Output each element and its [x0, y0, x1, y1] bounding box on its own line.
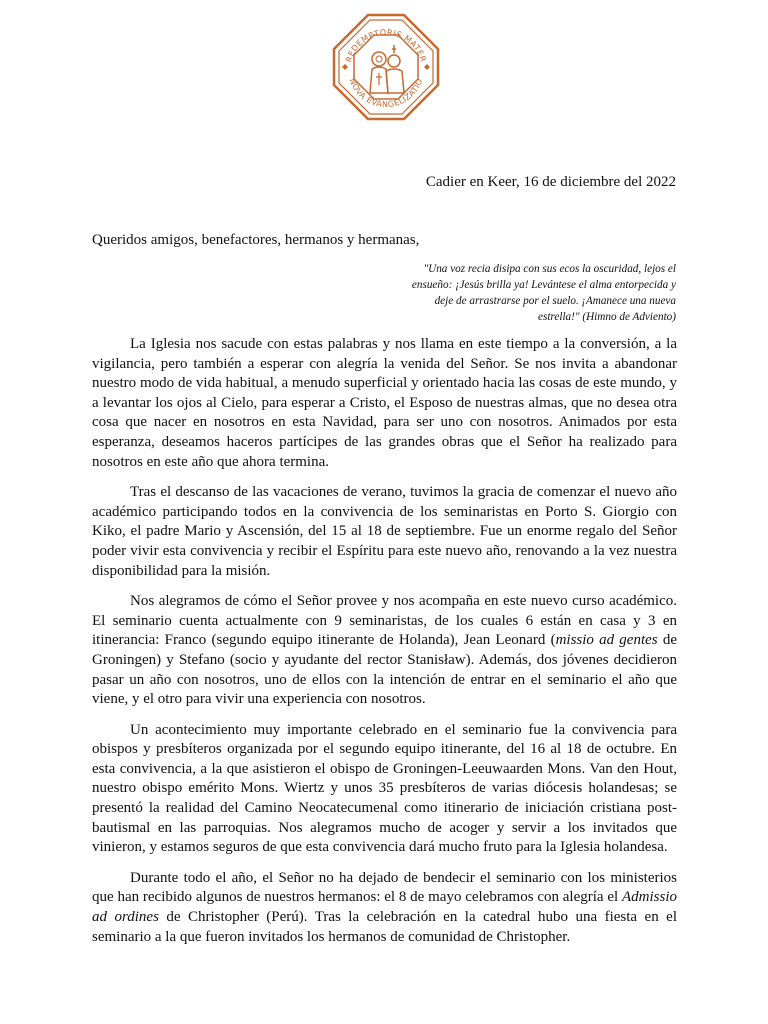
paragraph-3-text-a: Nos alegramos de cómo el Señor provee y nos acompaña en este nuevo curso académico. El seminario cuenta actualmente con 9 seminaristas, de los cuales 6 están en casa y 3 en itinerancia: Franco (segundo equipo itinerante de Holanda), Jean Leonard (	[92, 593, 677, 649]
letter-body	[92, 335, 677, 958]
paragraph-5-text-b: de Christopher (Perú). Tras la celebración en la catedral hubo una fiesta en el seminario a la que fueron invitados los hermanos de comunidad de Christopher.	[92, 909, 677, 945]
letter-greeting: Queridos amigos, benefactores, hermanos y hermanas,	[92, 232, 420, 248]
paragraph-3	[92, 592, 677, 710]
paragraph-5	[92, 869, 677, 947]
seal-text-top: REDEMPTORIS MATER	[344, 27, 428, 64]
seminary-seal-icon	[330, 11, 442, 123]
paragraph-5-italic: Admissio ad ordines	[92, 889, 677, 926]
epigraph-source: (Himno de Adviento)	[582, 311, 676, 323]
paragraph-3-italic: missio ad gentes	[555, 632, 658, 649]
seal-text-bottom: NOVA EVANGELIZATIO	[347, 77, 425, 110]
paragraph-4: Un acontecimiento muy importante celebrado en el seminario fue la convivencia para obispos y presbíteros organizada por el segundo equipo itinerante, del 16 al 18 de octubre. En esta convivencia, a la que asistieron el obispo de Groningen-Leeuwaarden Mons. Van den Hout, nuestro obispo emérito Mons. Wiertz y unos 35 presbíteros de varias diócesis holandesas; se presentó la realidad del Camino Neocatecumenal como itinerario de iniciación cristiana post-bautismal en las parroquias. Nos alegramos mucho de acoger y servir a los invitados que vinieron, y estamos seguros de que esta convivencia dará mucho fruto para la Iglesia holandesa.	[92, 721, 677, 856]
letter-date: Cadier en Keer, 16 de diciembre del 2022	[425, 174, 676, 190]
paragraph-1: La Iglesia nos sacude con estas palabras y nos llama en este tiempo a la conversión, a la vigilancia, pero también a esperar con alegría la venida del Señor. Se nos invita a abandonar nuestro modo de vida habitual, a menudo superficial y orientado hacia las cosas de este mundo, y a levantar los ojos al Cielo, para esperar a Cristo, el Esposo de nuestras almas, que no desea otra cosa que nacer en nosotros en esta Navidad, para ser uno con nosotros. Animados por esta esperanza, deseamos haceros partícipes de las grandes obras que el Señor ha realizado para nosotros en este año que ahora termina.	[92, 336, 677, 470]
paragraph-2: Tras el descanso de las vacaciones de verano, tuvimos la gracia de comenzar el nuevo año académico participando todos en la convivencia de los seminaristas en Porto S. Giorgio con Kiko, el padre Mario y Ascensión, del 15 al 18 de septiembre. Fue un enorme regalo del Señor poder vivir esta convivencia y recibir el Espíritu para este nuevo año, renovando a la vez nuestra disponibilidad para la misión.	[92, 484, 677, 579]
paragraph-5-text-a: Durante todo el año, el Señor no ha dejado de bendecir el seminario con los ministerios que han recibido algunos de nuestros hermanos: el 8 de mayo celebramos con alegría el	[92, 869, 677, 906]
paragraph-3-text-b: de Groningen) y Stefano (socio y ayudante del rector Stanisław). Además, dos jóvenes decidieron pasar un año con nosotros, uno de ellos con la intención de entrar en el seminario el año que viene, y el otro para vivir una experiencia con nosotros.	[92, 632, 677, 708]
epigraph-quote: "Una voz recia disipa con sus ecos la oscuridad, lejos el ensueño: ¡Jesús brilla ya! Levántese el alma entorpecida y deje de arrastrarse por el suelo. ¡Amanece una nueva estrella!"	[411, 263, 676, 323]
epigraph	[406, 261, 676, 325]
